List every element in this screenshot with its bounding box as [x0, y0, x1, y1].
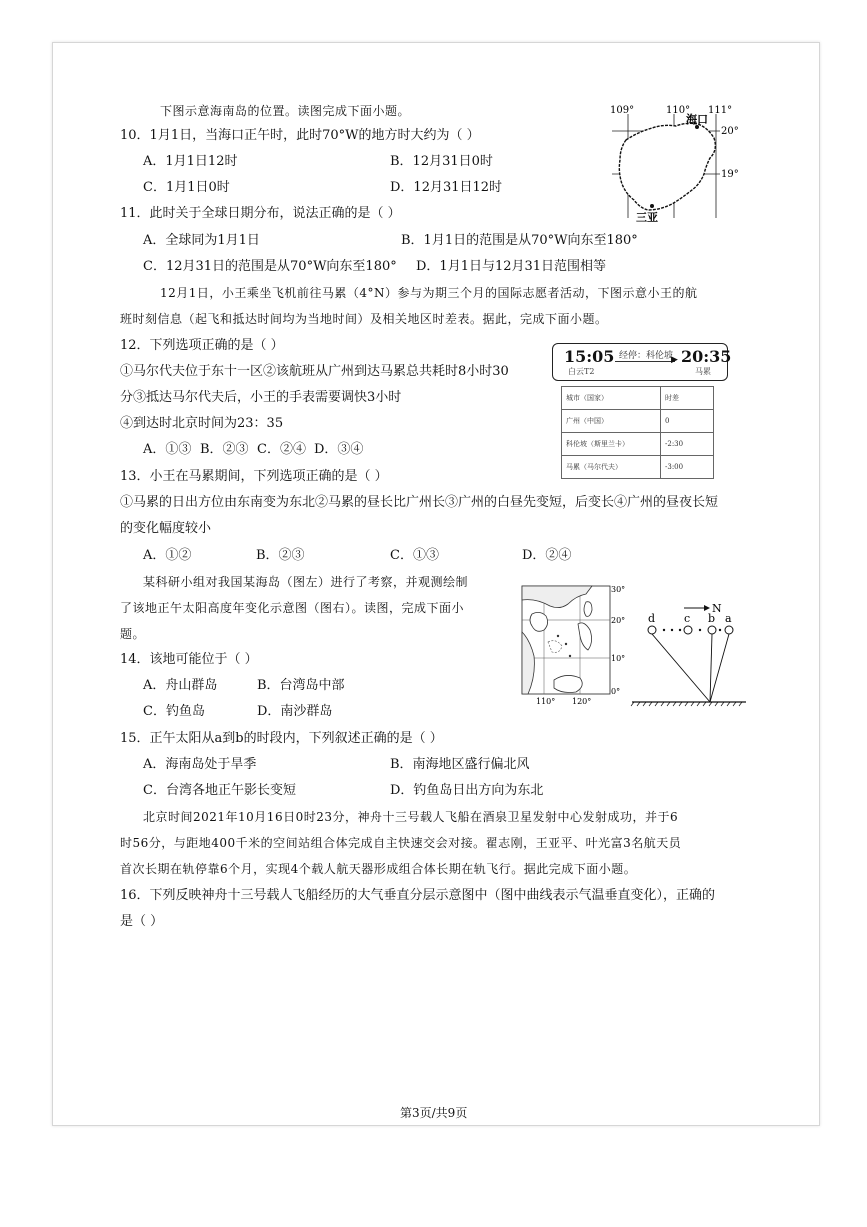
island-dot [557, 635, 559, 637]
borneo-shape [554, 675, 582, 692]
south-china-sea-map [510, 580, 632, 710]
dot [663, 629, 665, 631]
label-d: d [648, 612, 656, 625]
taiwan-shape [584, 602, 592, 617]
q11-option-b: B．1月1日的范围是从70°W向东至180° [401, 233, 638, 248]
haikou-label: 海口 [686, 113, 708, 126]
lat-label-0: 0° [611, 687, 621, 696]
intro-flight-1: 12月1日，小王乘坐飞机前往马累（4°N）参与为期三个月的国际志愿者活动，下图示意小王的航 [160, 286, 698, 300]
lon-label-110: 110° [536, 697, 556, 706]
q12-option-b: B．②③ [200, 442, 249, 457]
q13-option-c: C．①③ [390, 548, 439, 563]
north-arrow-icon [704, 605, 710, 611]
hainan-map [600, 100, 750, 222]
q12-option-c: C．②④ [257, 442, 306, 457]
q10-option-d: D．12月31日12时 [390, 180, 503, 195]
sun-ray-b [710, 634, 712, 702]
island-dot [565, 643, 567, 645]
sun-position-d [648, 626, 656, 634]
dot [671, 629, 673, 631]
label-b: b [708, 612, 716, 625]
stopover-label: 经停：科伦坡 [619, 351, 674, 361]
intro-shenzhou-2: 时56分，与距地400千米的空间站组合体完成自主快速交会对接。翟志刚，王亚平、叶光富3名航天员 [120, 836, 682, 850]
q11-stem: 11．此时关于全球日期分布，说法正确的是（ ） [120, 206, 401, 221]
hainan-island [619, 123, 715, 210]
table-cell: 城市（国家） [562, 387, 661, 410]
q16-line1: 16．下列反映神舟十三号载人飞船经历的大气垂直分层示意图中（图中曲线表示气温垂直变化），正确的 [120, 888, 716, 903]
table-cell: 马累（马尔代夫） [562, 456, 661, 479]
q12-stem: 12．下列选项正确的是（ ） [120, 338, 284, 353]
sun-ray-a [710, 634, 729, 702]
table-cell: -3:00 [661, 456, 714, 479]
intro-shenzhou-3: 首次长期在轨停靠6个月，实现4个载人航天器形成组合体长期在轨飞行。据此完成下面小题。 [120, 862, 637, 876]
q13-option-d: D．②④ [522, 548, 572, 563]
sun-ray-d [652, 634, 710, 702]
arrow-right-icon: ▶ [671, 355, 678, 365]
q15-option-d: D．钓鱼岛日出方向为东北 [390, 783, 544, 798]
q11-option-c: C．12月31日的范围是从70°W向东至180° [143, 259, 397, 274]
q13-option-a: A．①② [143, 548, 192, 563]
q10-option-c: C．1月1日0时 [143, 180, 230, 195]
intro-island-1: 某科研小组对我国某海岛（图左）进行了考察，并观测绘制 [143, 575, 469, 589]
q11-option-d: D．1月1日与12月31日范围相等 [416, 259, 607, 274]
q10-option-b: B．12月31日0时 [390, 154, 493, 169]
dot [719, 629, 721, 631]
q12-line3: ④到达时北京时间为23：35 [120, 416, 284, 431]
q12-option-d: D．③④ [314, 442, 364, 457]
island-dot [569, 655, 571, 657]
sanya-label: 三亚 [636, 211, 658, 222]
q15-stem: 15．正午太阳从a到b的时段内，下列叙述正确的是（ ） [120, 731, 443, 746]
arrive-time: 20:35 [681, 347, 732, 366]
lon-label-109: 109° [610, 105, 635, 116]
q13-stem: 13．小王在马累期间，下列选项正确的是（ ） [120, 469, 388, 484]
q13-option-b: B．②③ [256, 548, 305, 563]
q14-option-b: B．台湾岛中部 [257, 678, 345, 693]
dot [699, 629, 701, 631]
q12-line1: ①马尔代夫位于东十一区②该航班从广州到达马累总共耗时8小时30 [120, 364, 509, 379]
dot [679, 629, 681, 631]
q14-option-c: C．钓鱼岛 [143, 704, 205, 719]
lat-label-20: 20° [721, 126, 739, 137]
page-number: 第3页/共9页 [400, 1106, 468, 1120]
depart-time: 15:05 [564, 347, 615, 366]
lat-label-30: 30° [611, 585, 626, 594]
sun-position-b [708, 626, 716, 634]
q15-option-b: B．南海地区盛行偏北风 [390, 757, 530, 772]
sun-position-c [684, 626, 692, 634]
intro-flight-2: 班时刻信息（起飞和抵达时间均为当地时间）及相关地区时差表。据此，完成下面小题。 [120, 312, 608, 326]
q14-option-d: D．南沙群岛 [257, 704, 333, 719]
label-a: a [725, 612, 732, 625]
q13-line1: ①马累的日出方位由东南变为东北②马累的昼长比广州长③广州的白昼先变短，后变长④广州的昼夜长短 [120, 495, 719, 510]
sun-position-a [725, 626, 733, 634]
table-cell: 广州（中国） [562, 410, 661, 433]
q11-option-a: A．全球同为1月1日 [143, 233, 260, 248]
table-cell: -2:30 [661, 433, 714, 456]
lon-label-120: 120° [572, 697, 592, 706]
q15-option-c: C．台湾各地正午影长变短 [143, 783, 296, 798]
lon-label-110: 110° [666, 105, 691, 116]
table-cell: 时差 [661, 387, 714, 410]
lat-label-19: 19° [721, 169, 739, 180]
intro-island-3: 题。 [120, 627, 146, 641]
lon-label-111: 111° [708, 105, 733, 116]
sanya-dot [650, 204, 654, 208]
lat-label-10: 10° [611, 654, 626, 663]
table-cell: 科伦坡（斯里兰卡） [562, 433, 661, 456]
table-row [562, 387, 714, 410]
table-row [562, 456, 714, 479]
intro-hainan: 下图示意海南岛的位置。读图完成下面小题。 [160, 104, 411, 118]
lat-label-20: 20° [611, 616, 626, 625]
north-label: N [712, 602, 722, 615]
table-row [562, 410, 714, 433]
arrive-place: 马累 [695, 367, 711, 376]
q12-line2: 分③抵达马尔代夫后，小王的手表需要调快3小时 [120, 390, 402, 405]
sun-altitude-diagram [628, 598, 750, 710]
q15-option-a: A．海南岛处于旱季 [143, 757, 257, 772]
q12-option-a: A．①③ [143, 442, 192, 457]
table-cell: 0 [661, 410, 714, 433]
label-c: c [684, 612, 691, 625]
intro-island-2: 了该地正午太阳高度年变化示意图（图右）。读图，完成下面小 [120, 601, 465, 615]
flight-arrow-line [615, 361, 675, 362]
depart-place: 白云T2 [568, 367, 595, 376]
q10-option-a: A．1月1日12时 [143, 154, 238, 169]
q13-line2: 的变化幅度较小 [120, 521, 212, 536]
q16-line2: 是（ ） [120, 914, 164, 929]
q14-option-a: A．舟山群岛 [143, 678, 218, 693]
table-row [562, 433, 714, 456]
q10-stem: 10．1月1日，当海口正午时，此时70°W的地方时大约为（ ） [120, 128, 480, 143]
time-difference-table [561, 386, 714, 479]
intro-shenzhou-1: 北京时间2021年10月16日0时23分，神舟十三号载人飞船在酒泉卫星发射中心发射成功，并于6 [143, 810, 679, 824]
q14-stem: 14．该地可能位于（ ） [120, 652, 258, 667]
flight-info-card [552, 343, 732, 381]
